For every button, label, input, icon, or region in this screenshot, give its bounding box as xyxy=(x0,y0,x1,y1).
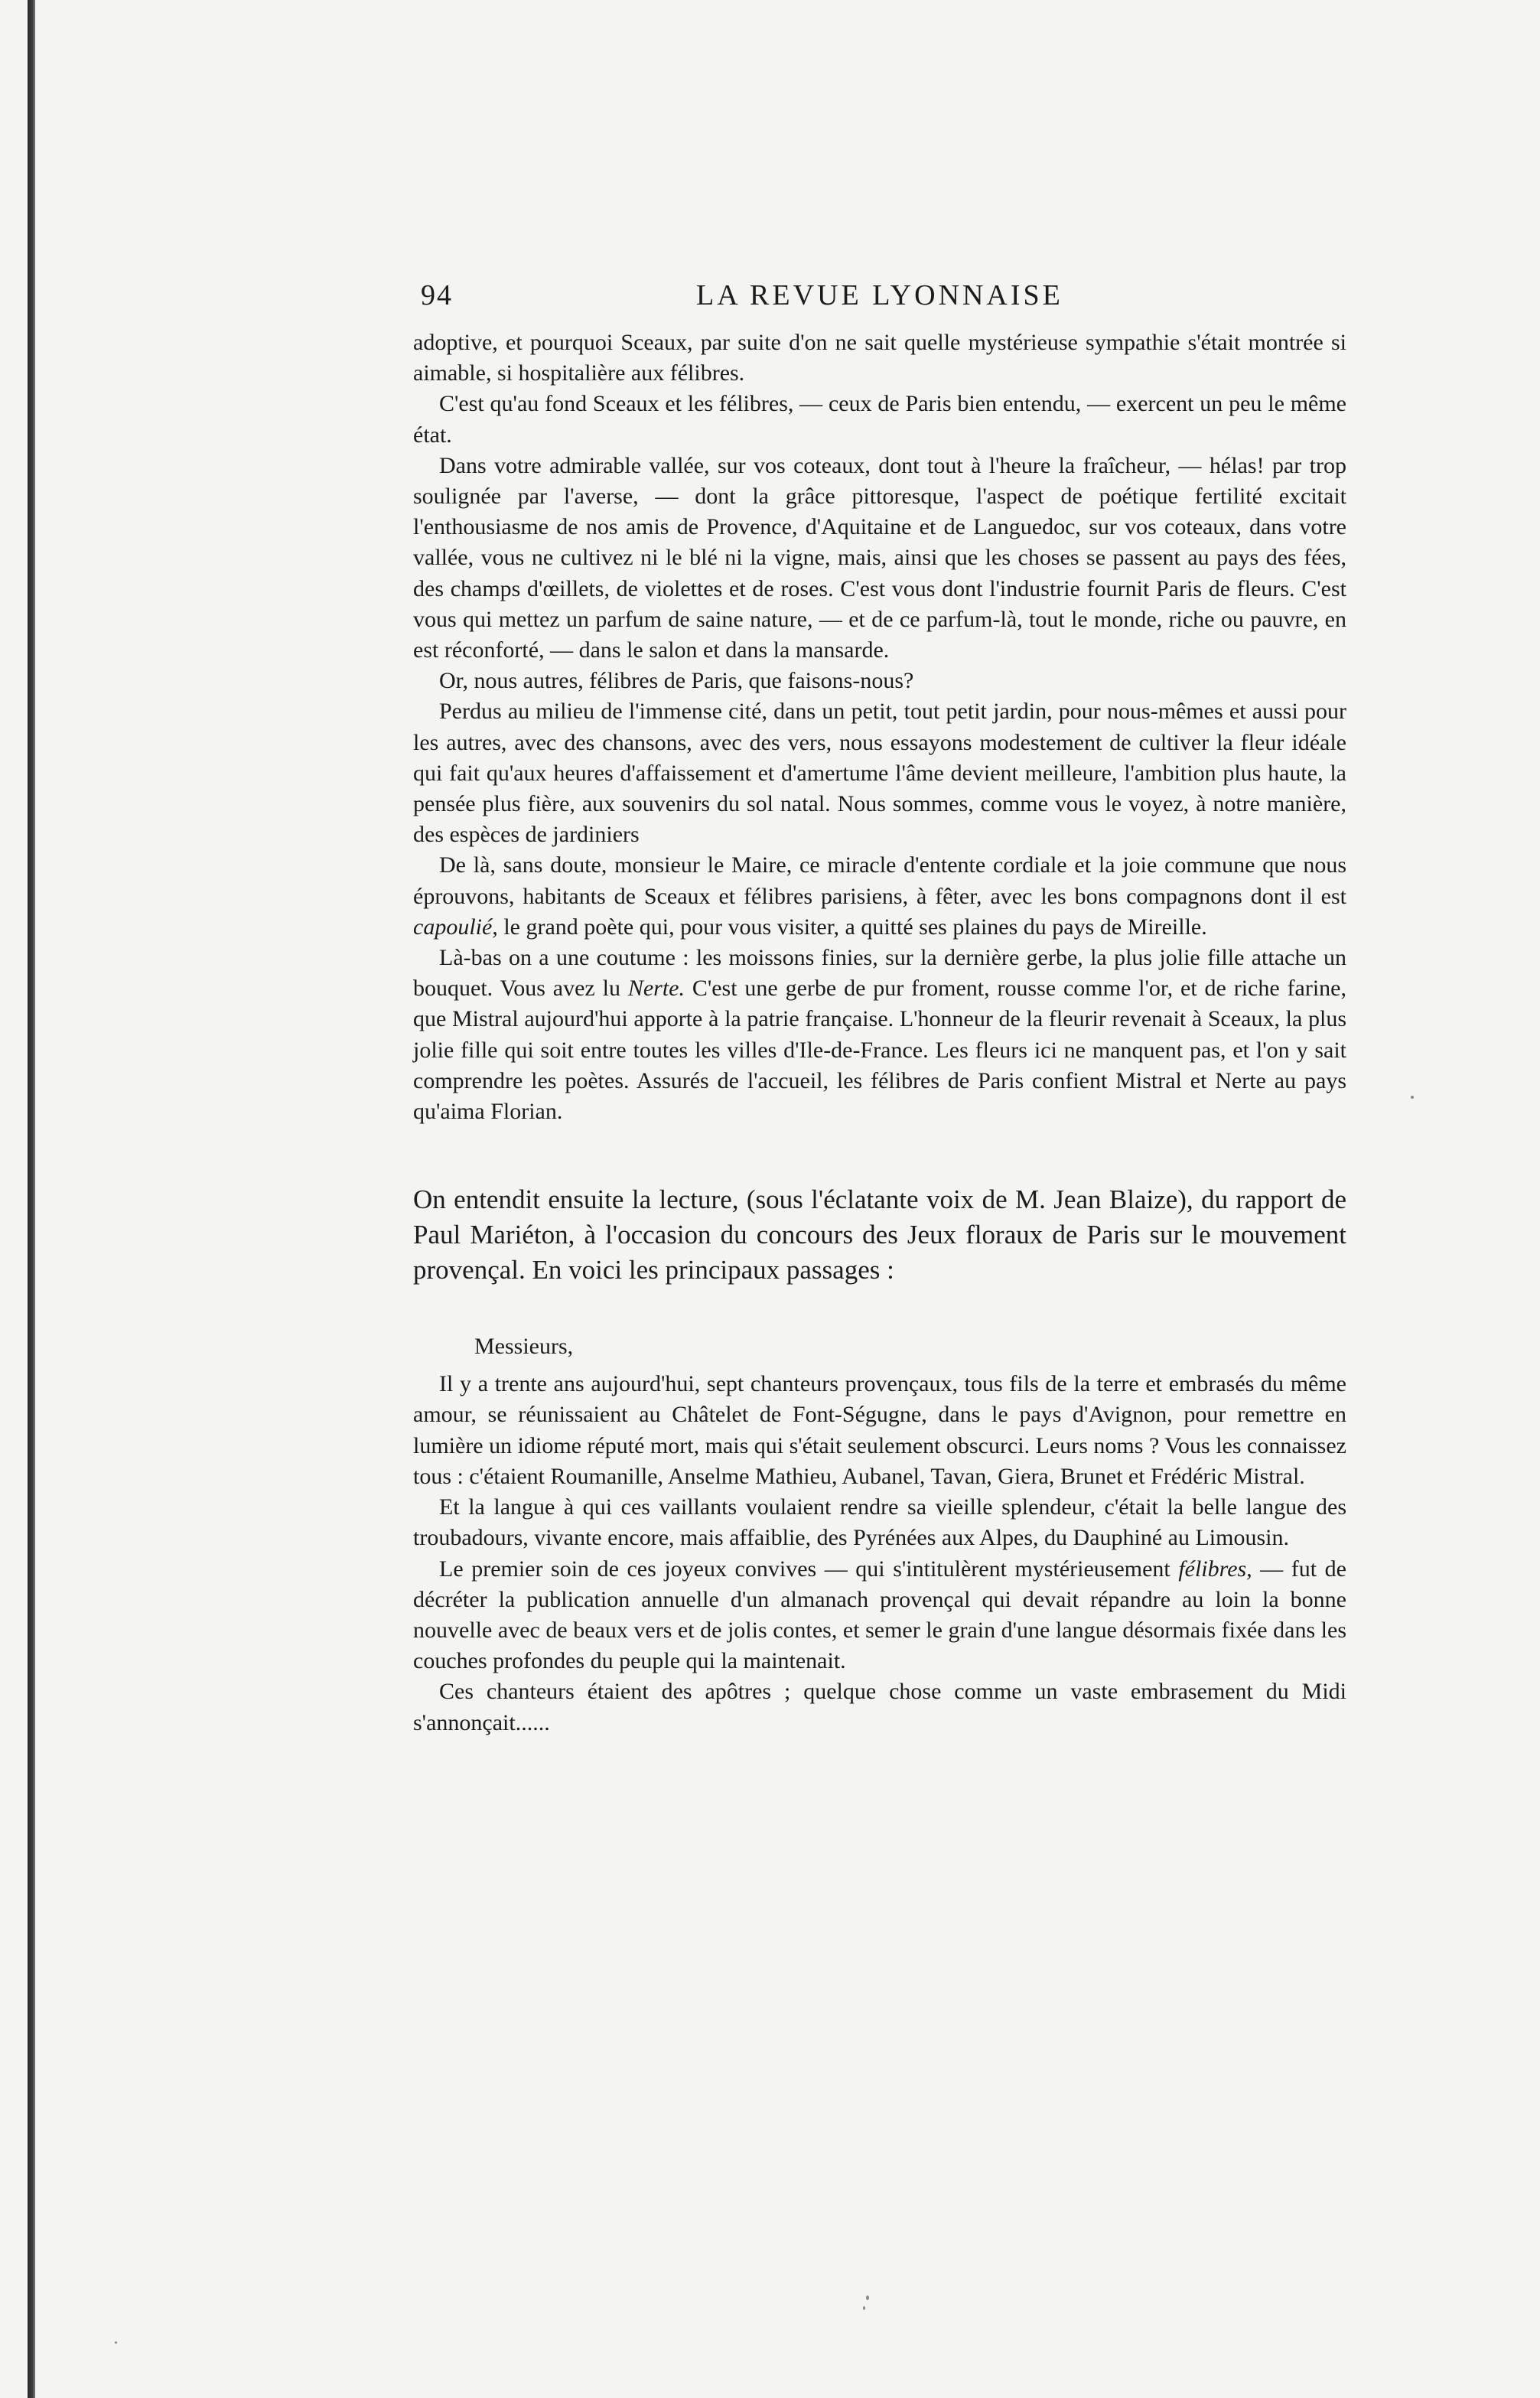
page-number: 94 xyxy=(421,279,453,311)
report-paragraph-3-part-b: — fut de décréter la publication annuelle d'un almanach provençal qui devait répandre au loin la bonne nouvelle avec de beaux vers et de jolis contes, et semer le grain d'une langue désormais fixée dans les couches profondes du peuple qui la maintenait. xyxy=(413,1556,1347,1674)
paper-speck xyxy=(115,2341,117,2344)
speech-paragraph-5: Perdus au milieu de l'immense cité, dans un petit, tout petit jardin, pour nous-mêmes et aussi pour les autres, avec des chansons, avec des vers, nous essayons modestement de cultiver la fleur idéale qui fait qu'aux heures d'affaissement et d'amertume l'âme devient meilleure, l'ambition plus haute, la pensée plus fière, aux souvenirs du sol natal. Nous sommes, comme vous le voyez, à notre manière, des espèces de jardiniers xyxy=(413,699,1346,848)
paper-speck xyxy=(1411,1096,1414,1099)
speech-paragraph-2: C'est qu'au fond Sceaux et les félibres, — ceux de Paris bien entendu, — exercent un peu le même état. xyxy=(413,391,1346,448)
speech-paragraph-4: Or, nous autres, félibres de Paris, que faisons-nous? xyxy=(439,668,914,694)
speech-paragraph-6-part-b: le grand poète qui, pour vous visiter, a quitté ses plaines du pays de Mireille. xyxy=(497,914,1207,940)
speech-paragraph-7-part-a: Là-bas on a une coutume : les moissons finies, sur la dernière gerbe, la plus jolie fille attache un bouquet. Vous avez lu xyxy=(413,945,1346,1002)
report-paragraph-3 xyxy=(413,1554,1346,1677)
running-head xyxy=(413,275,1346,321)
felibres-italic: félibres, xyxy=(1178,1556,1252,1582)
journal-title: LA REVUE LYONNAISE xyxy=(696,279,1063,311)
speech-paragraph-6-part-a: De là, sans doute, monsieur le Maire, ce miracle d'entente cordiale et la joie commune que nous éprouvons, habitants de Sceaux et félibres parisiens, à fêter, avec les bons compagnons dont il est xyxy=(413,852,1346,909)
capoulie-italic: capoulié, xyxy=(413,914,498,940)
report-text xyxy=(413,1369,1346,1738)
speech-paragraph-6 xyxy=(413,850,1346,943)
nerte-italic: Nerte. xyxy=(627,976,685,1002)
report-paragraph-1: Il y a trente ans aujourd'hui, sept chanteurs provençaux, tous fils de la terre et embrasés du même amour, se réunissaient au Châtelet de Font-Ségugne, dans le pays d'Avignon, pour remettre en lumière un idiome réputé mort, mais qui s'était seulement obscurci. Leurs noms ? Vous les connaissez tous : c'étaient Roumanille, Anselme Mathieu, Aubanel, Tavan, Giera, Brunet et Frédéric Mistral. xyxy=(413,1371,1346,1489)
speech-paragraph-7 xyxy=(413,943,1346,1127)
paper-speck xyxy=(866,2295,869,2300)
paper-speck xyxy=(863,2306,865,2310)
report-paragraph-4: Ces chanteurs étaient des apôtres ; quelque chose comme un vaste embrasement du Midi s'annonçait...... xyxy=(413,1679,1346,1735)
speech-text xyxy=(413,327,1346,1127)
binding-edge xyxy=(28,0,35,2398)
speech-paragraph-3: Dans votre admirable vallée, sur vos coteaux, dont tout à l'heure la fraîcheur, — hélas! par trop soulignée par l'averse, — dont la grâce pittoresque, l'aspect de poétique fertilité excitait l'enthousiasme de nos amis de Provence, d'Aquitaine et de Languedoc, sur vos coteaux, dans votre vallée, vous ne cultivez ni le blé ni la vigne, mais, ainsi que les choses se passent au pays des fées, des champs d'œillets, de violettes et de roses. C'est vous dont l'industrie fournit Paris de fleurs. C'est vous qui mettez un parfum de saine nature, — et de ce parfum-là, tout le monde, riche ou pauvre, en est réconforté, — dans le salon et dans la mansarde. xyxy=(413,452,1346,663)
narration-paragraph: On entendit ensuite la lecture, (sous l'éclatante voix de M. Jean Blaize), du rapport de Paul Mariéton, à l'occasion du concours des Jeux floraux de Paris sur le mouvement provençal. En voici les principaux passages : xyxy=(413,1184,1346,1285)
report-paragraph-3-part-a: Le premier soin de ces joyeux convives — qui s'intitulèrent mystérieusement xyxy=(439,1556,1179,1582)
narration-text xyxy=(413,1182,1346,1288)
report-salutation: Messieurs, xyxy=(474,1334,574,1360)
page-content xyxy=(413,275,1346,1738)
speech-paragraph-7-part-b: C'est une gerbe de pur froment, rousse comme l'or, et de riche farine, que Mistral aujourd'hui apporte à la patrie française. L'honneur de la fleurir revenait à Sceaux, la plus jolie fille qui soit entre toutes les villes d'Ile-de-France. Les fleurs ici ne manquent pas, et l'on y sait comprendre les poètes. Assurés de l'accueil, les félibres de Paris confient Mistral et Nerte au pays qu'aima Florian. xyxy=(413,976,1346,1125)
report-paragraph-2: Et la langue à qui ces vaillants voulaient rendre sa vieille splendeur, c'était la belle langue des troubadours, vivante encore, mais affaiblie, des Pyrénées aux Alpes, du Dauphiné au Limousin. xyxy=(413,1494,1346,1551)
speech-paragraph-1: adoptive, et pourquoi Sceaux, par suite d'on ne sait quelle mystérieuse sympathie s'était montrée si aimable, si hospitalière aux félibres. xyxy=(413,330,1346,386)
